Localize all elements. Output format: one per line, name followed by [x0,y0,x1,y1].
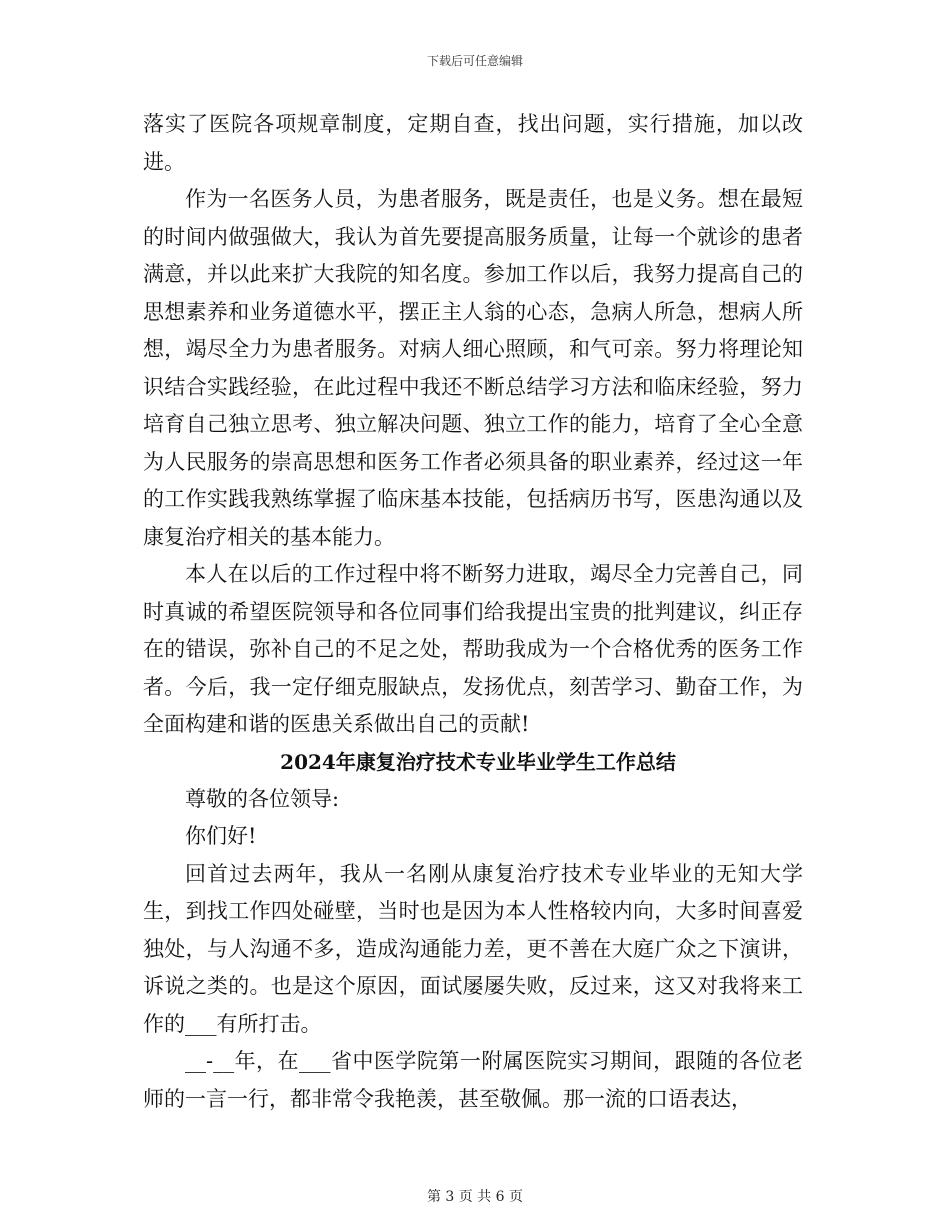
greeting-hello: 你们好! [185,824,257,848]
page-header: 下载后可任意编辑 [426,54,523,68]
section-heading: 2024年康复治疗技术专业毕业学生工作总结 [280,749,676,774]
document-body [143,106,803,1118]
paragraph-review: 回首过去两年，我从一名刚从康复治疗技术专业毕业的无知大学生，到找工作四处碰壁，当时也是因为本人性格较内向，大多时间喜爱独处，与人沟通不多，造成沟通能力差，更不善在大庭广众之下演讲，诉说之类的。也是这个原因，面试屡屡失败，反过来，这又对我将来工作的___有所打击。 [143,861,803,1036]
paragraph-internship: __-__年，在___省中医学院第一附属医院实习期间，跟随的各位老师的一言一行，都非常令我艳羡，甚至敬佩。那一流的口语表达， [143,1049,803,1111]
page-footer: 第 3 页 共 6 页 [426,1189,524,1205]
paragraph-3: 本人在以后的工作过程中将不断努力进取，竭尽全力完善自己，同时真诚的希望医院领导和各位同事们给我提出宝贵的批判建议，纠正存在的错误，弥补自己的不足之处，帮助我成为一个合格优秀的医务工作者。今后，我一定仔细克服缺点，发扬优点，刻苦学习、勤奋工作，为全面构建和谐的医患关系做出自己的贡献! [143,562,803,736]
paragraph-2: 作为一名医务人员，为患者服务，既是责任，也是义务。想在最短的时间内做强做大，我认为首先要提高服务质量，让每一个就诊的患者满意，并以此来扩大我院的知名度。参加工作以后，我努力提高自己的思想素养和业务道德水平，摆正主人翁的心态，急病人所急，想病人所想，竭尽全力为患者服务。对病人细心照顾，和气可亲。努力将理论知识结合实践经验，在此过程中我还不断总结学习方法和临床经验，努力培育自己独立思考、独立解决问题、独立工作的能力，培育了全心全意为人民服务的崇高思想和医务工作者必须具备的职业素养，经过这一年的工作实践我熟练掌握了临床基本技能，包括病历书写，医患沟通以及康复治疗相关的基本能力。 [143,187,803,549]
paragraph-1: 落实了医院各项规章制度，定期自查，找出问题，实行措施，加以改进。 [143,112,803,174]
greeting-salutation: 尊敬的各位领导: [185,786,340,811]
